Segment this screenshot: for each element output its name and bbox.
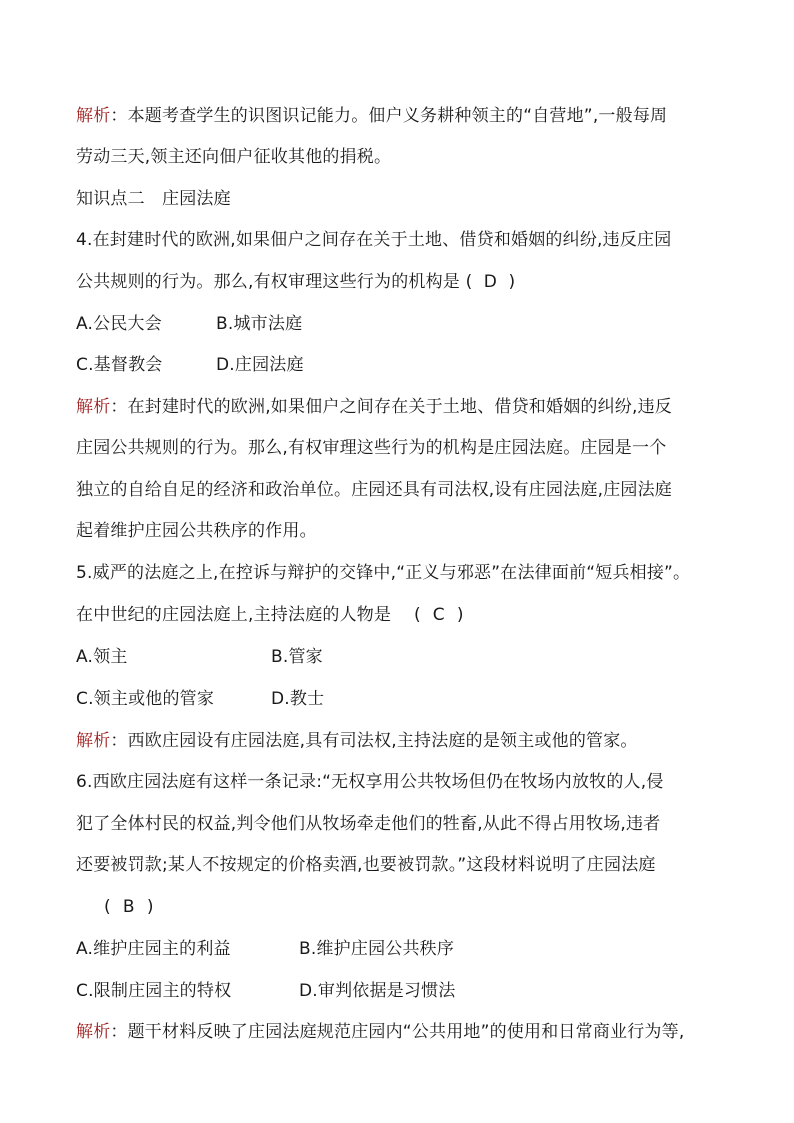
- q4-analysis-line-2: 庄园公共规则的行为。那么,有权审理这些行为的机构是庄园法庭。庄园是一个: [76, 438, 667, 458]
- q6-stem-line-2: 犯了全体村民的权益,判令他们从牧场牵走他们的牲畜,从此不得占用牧场,违者: [76, 814, 661, 834]
- q6-stem-line-1: 6.西欧庄园法庭有这样一条记录:“无权享用公共牧场但仍在牧场内放牧的人,侵: [76, 772, 664, 792]
- q6-stem-line-4: ( B ): [104, 894, 154, 920]
- q5-stem-line-1: 5.威严的法庭之上,在控诉与辩护的交锋中,“正义与邪恶”在法律面前“短兵相接”。: [76, 563, 691, 583]
- q4-option-c: C.基督教会: [76, 355, 163, 375]
- section-title: 知识点二 庄园法庭: [76, 189, 231, 209]
- q4-options-row-1: [76, 311, 303, 337]
- q5-option-a: A.领主: [76, 647, 128, 667]
- analysis-label: 解析: [76, 397, 111, 417]
- analysis-label: 解析: [76, 731, 111, 751]
- q6-options-row-2: [76, 978, 456, 1004]
- q3-analysis-line-1: 解析：本题考查学生的识图识记能力。佃户义务耕种领主的“自营地”,一般每周: [76, 106, 668, 126]
- q4-option-a: A.公民大会: [76, 314, 162, 334]
- q5-options-row-1: [76, 644, 323, 670]
- q4-options-row-2: [76, 352, 304, 378]
- q4-analysis-line-1: 解析：在封建时代的欧洲,如果佃户之间存在关于土地、借贷和婚姻的纠纷,违反: [76, 397, 673, 417]
- q6-stem-line-3: 还要被罚款;某人不按规定的价格卖酒,也要被罚款。”这段材料说明了庄园法庭: [76, 855, 656, 875]
- q4-analysis-line-3: 独立的自给自足的经济和政治单位。庄园还具有司法权,设有庄园法庭,庄园法庭: [76, 480, 673, 500]
- q5-stem-line-2: 在中世纪的庄园法庭上,主持法庭的人物是 ( C ): [76, 602, 464, 628]
- q6-option-c: C.限制庄园主的特权: [76, 981, 232, 1001]
- q3-analysis-line-2: 劳动三天,领主还向佃户征收其他的捐税。: [76, 147, 392, 167]
- analysis-label: 解析: [76, 1022, 111, 1042]
- q5-answer: C: [432, 605, 445, 625]
- analysis-label: 解析: [76, 106, 111, 126]
- q6-options-row-1: [76, 936, 455, 962]
- q6-option-a: A.维护庄园主的利益: [76, 939, 231, 959]
- q4-answer: D: [483, 272, 498, 292]
- q6-option-d: D.审判依据是习惯法: [299, 981, 456, 1001]
- q4-option-b: B.城市法庭: [216, 314, 303, 334]
- q5-option-d: D.教士: [271, 689, 325, 709]
- q4-stem-line-1: 4.在封建时代的欧洲,如果佃户之间存在关于土地、借贷和婚姻的纠纷,违反庄园: [76, 230, 672, 250]
- q4-stem-line-2: 公共规则的行为。那么,有权审理这些行为的机构是 ( D ): [76, 269, 515, 295]
- q5-option-c: C.领主或他的管家: [76, 689, 215, 709]
- q6-analysis-line-1: 解析：题干材料反映了庄园法庭规范庄园内“公共用地”的使用和日常商业行为等,: [76, 1022, 685, 1042]
- q6-answer: B: [122, 897, 135, 917]
- q4-option-d: D.庄园法庭: [216, 355, 304, 375]
- q5-options-row-2: [76, 686, 325, 712]
- q4-analysis-line-4: 起着维护庄园公共秩序的作用。: [76, 521, 317, 541]
- q5-option-b: B.管家: [271, 647, 323, 667]
- q6-option-b: B.维护庄园公共秩序: [299, 939, 455, 959]
- q5-analysis-line-1: 解析：西欧庄园设有庄园法庭,具有司法权,主持法庭的是领主或他的管家。: [76, 731, 638, 751]
